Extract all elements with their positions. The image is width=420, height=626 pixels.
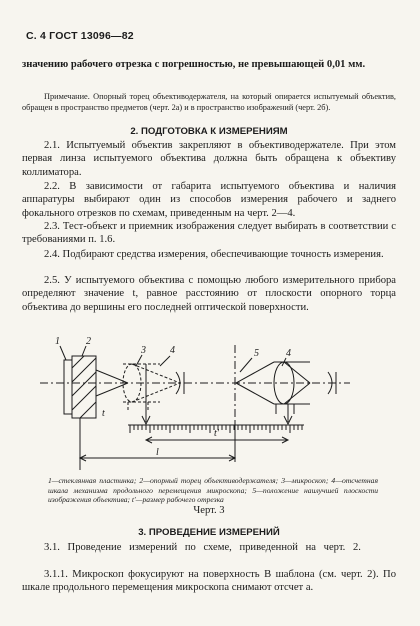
paragraph-2-3: 2.3. Тест-объект и приемник изображения следует выбирать в соответствии с требованиями п. 1.6. [22, 221, 396, 246]
paragraph-continuation: значению рабочего отрезка с погрешностью, не превышающей 0,01 мм. [22, 59, 366, 70]
paragraph-2-5: 2.5. У испытуемого объектива с помощью любого измерительного прибора определяют значение t, равное расстоянию от плоскости опорного торца объектива до вершины его последней оптической поверхности. [22, 275, 396, 313]
note-paragraph: Примечание. Опорный торец объективодержателя, на который опирается испытуемый объектив, обращен в пространство предметов (черт. 2а) и в пространство изображений (черт. 2б). [22, 92, 396, 112]
figure-caption: 1—стеклянная пластинка; 2—опорный торец объективодержателя; 3—микроскоп; 4—отсчетная шкала механизма продольного перемещения микроскопа; 5—положение наилучшей плоскости изображения объектива; t′—размер рабочего отрезка [48, 476, 378, 505]
page-header: С. 4 ГОСТ 13096—82 [26, 30, 134, 42]
microscope-3-right [236, 362, 310, 414]
paragraph-2-4: 2.4. Подбирают средства измерения, обеспечивающие точность измерения. [44, 249, 384, 260]
label-4: 4 [170, 345, 175, 356]
lens-holder-2 [72, 356, 96, 418]
section-2-heading: 2. ПОДГОТОВКА К ИЗМЕРЕНИЯМ [130, 126, 288, 137]
section-3-heading: 3. ПРОВЕДЕНИЕ ИЗМЕРЕНИЙ [138, 527, 280, 538]
label-4-right: 4 [286, 348, 291, 359]
paragraph-2-1: 2.1. Испытуемый объектив закрепляют в объективодержателе. При этом первая линза испытуемого объектива должна быть обращена к объективу коллиматора. [22, 140, 396, 178]
label-3: 3 [141, 345, 146, 356]
label-1: 1 [55, 336, 60, 347]
microscope-3-left [123, 364, 180, 412]
label-5: 5 [254, 348, 259, 359]
glass-plate-1 [64, 360, 72, 414]
paragraph-3-1-1: 3.1.1. Микроскоп фокусируют на поверхность В шаблона (см. черт. 2). По шкале продольного перемещения микроскопа снимают отсчет а. [22, 569, 396, 594]
figure-title: Черт. 3 [193, 505, 225, 516]
paragraph-3-1: 3.1. Проведение измерений по схеме, приведенной на черт. 2. [44, 542, 361, 553]
label-t: t [102, 408, 105, 419]
paragraph-2-2: 2.2. В зависимости от габарита испытуемого объектива и наличия аппаратуры выбирают один из способов измерения рабочего и заднего фокального отрезков по схемам, приведенным на черт. 2—4. [22, 181, 396, 219]
label-t-prime: t′ [214, 428, 219, 439]
label-l: l [156, 447, 159, 458]
label-2: 2 [86, 336, 91, 347]
